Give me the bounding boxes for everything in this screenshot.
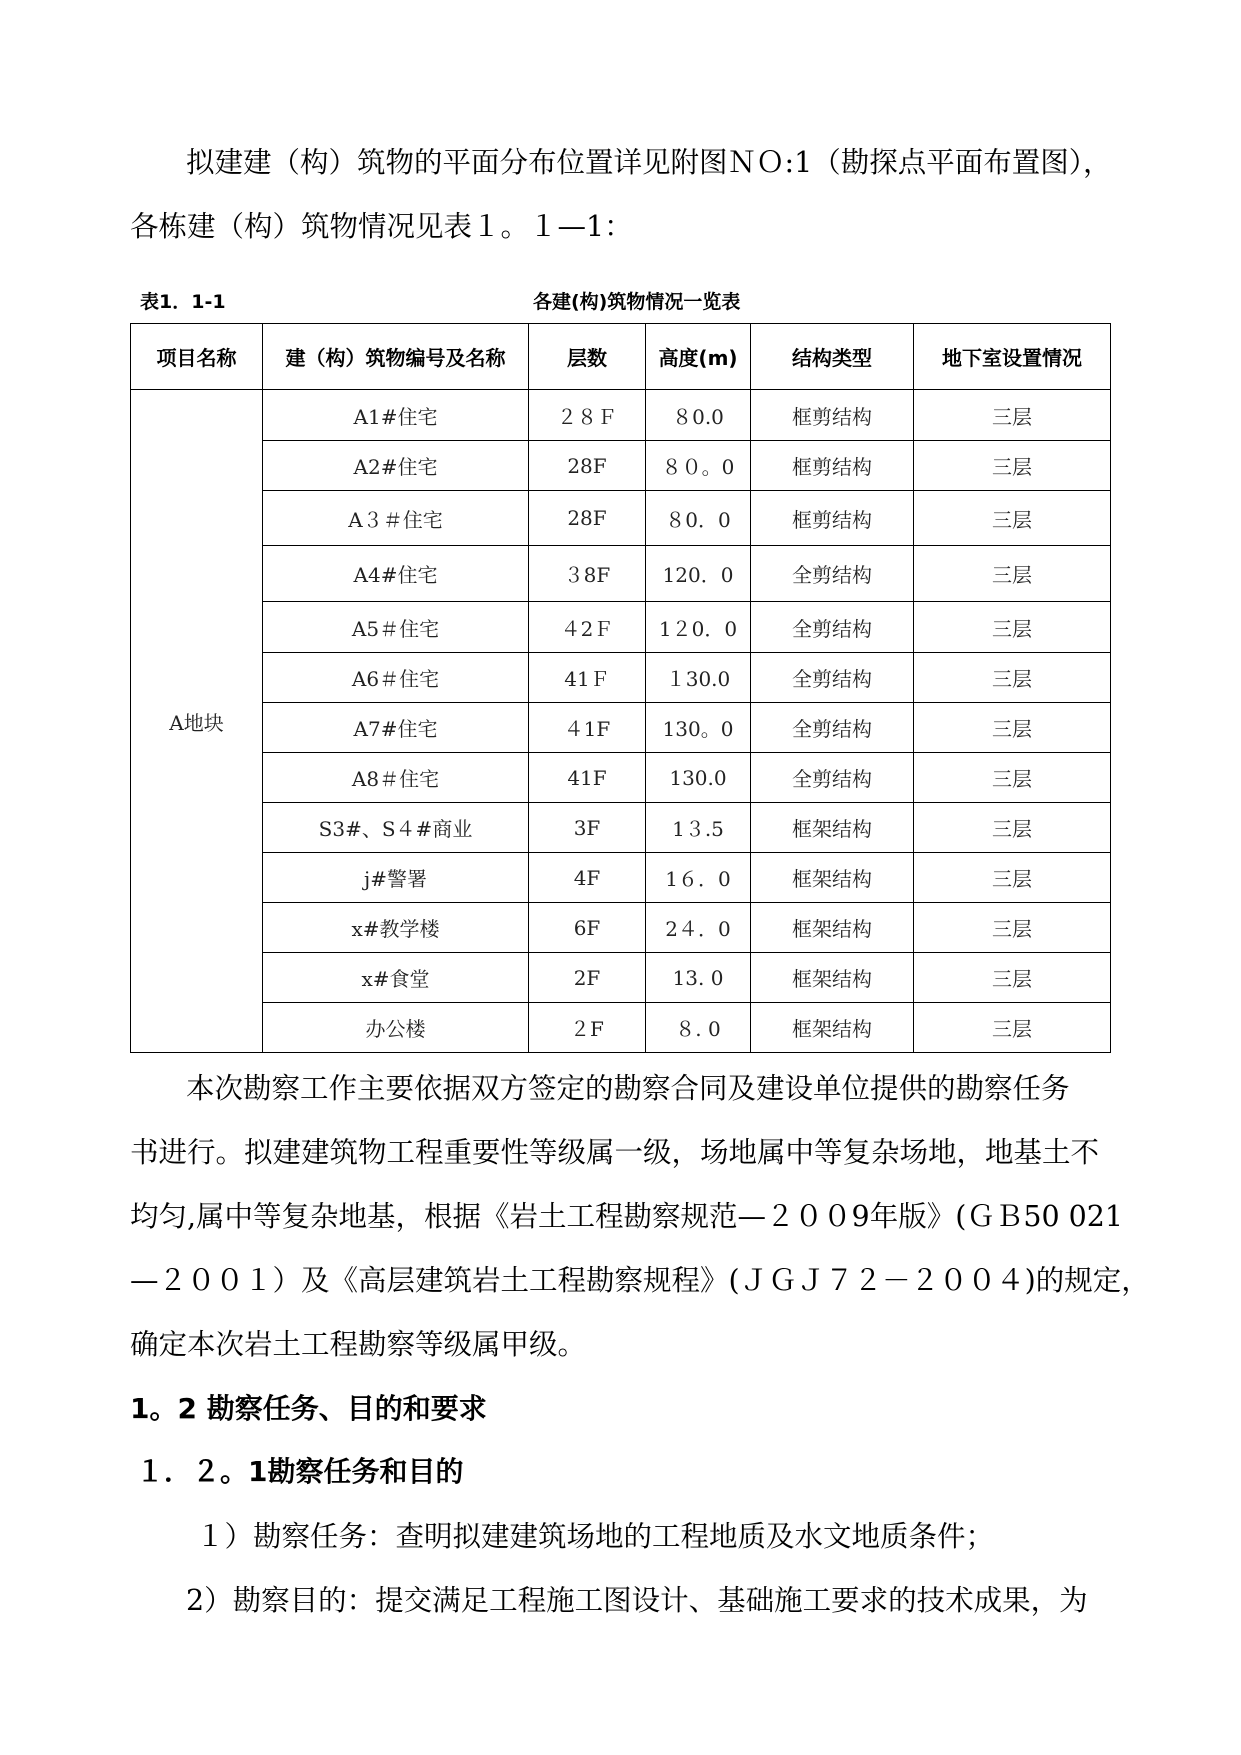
intro-line-2: 各栋建（构）筑物情况见表１。１—1： — [130, 210, 633, 243]
table-row — [131, 953, 1111, 1003]
floors-cell: 28F — [529, 491, 646, 546]
height-cell: 2４．0 — [646, 903, 751, 953]
basis-line-5: 确定本次岩土工程勘察等级属甲级。 — [130, 1328, 587, 1361]
building-name-cell: A8＃住宅 — [263, 753, 529, 803]
floors-cell: ３8F — [529, 546, 646, 602]
header-basement: 地下室设置情况 — [914, 324, 1111, 390]
building-name-cell: A6＃住宅 — [263, 653, 529, 703]
section-heading: 1。2 勘察任务、目的和要求 — [130, 1392, 487, 1425]
table-row — [131, 853, 1111, 903]
floors-cell: ４1F — [529, 703, 646, 753]
basis-line-2: 书进行。拟建建筑物工程重要性等级属一级，场地属中等复杂场地，地基土不 — [130, 1136, 1100, 1169]
basement-cell: 三层 — [914, 803, 1111, 853]
basement-cell: 三层 — [914, 441, 1111, 491]
building-name-cell: S3#、S４#商业 — [263, 803, 529, 853]
height-cell: 130.0 — [646, 753, 751, 803]
structure-cell: 框架结构 — [751, 1003, 914, 1053]
table-row — [131, 390, 1111, 441]
table-row — [131, 803, 1111, 853]
basement-cell: 三层 — [914, 390, 1111, 441]
floors-cell: 2F — [529, 953, 646, 1003]
task-item-2: 2）勘察目的：提交满足工程施工图设计、基础施工要求的技术成果，为 — [186, 1584, 1088, 1617]
intro-line-1: 拟建建（构）筑物的平面分布位置详见附图ＮＯ:1（勘探点平面布置图）， — [186, 146, 1112, 179]
basement-cell: 三层 — [914, 546, 1111, 602]
header-project-name: 项目名称 — [131, 324, 263, 390]
structure-cell: 全剪结构 — [751, 653, 914, 703]
building-name-cell: x#教学楼 — [263, 903, 529, 953]
table-row — [131, 441, 1111, 491]
structure-cell: 框剪结构 — [751, 441, 914, 491]
table-row — [131, 753, 1111, 803]
height-cell: ８０。0 — [646, 441, 751, 491]
floors-cell: 41F — [529, 753, 646, 803]
basis-line-4: —２００１）及《高层建筑岩土工程勘察规程》(ＪＧＪ７２－２００４)的规定， — [130, 1264, 1150, 1297]
floors-cell: 3F — [529, 803, 646, 853]
building-name-cell: 办公楼 — [263, 1003, 529, 1053]
building-name-cell: A2#住宅 — [263, 441, 529, 491]
table-title: 各建(构)筑物情况一览表 — [533, 291, 741, 313]
structure-cell: 框架结构 — [751, 953, 914, 1003]
height-cell: 13. 0 — [646, 953, 751, 1003]
basis-line-1: 本次勘察工作主要依据双方签定的勘察合同及建设单位提供的勘察任务 — [186, 1072, 1070, 1105]
basement-cell: 三层 — [914, 903, 1111, 953]
building-info-table — [130, 323, 1111, 1053]
building-name-cell: A1#住宅 — [263, 390, 529, 441]
height-cell: 1３.5 — [646, 803, 751, 853]
basement-cell: 三层 — [914, 853, 1111, 903]
basement-cell: 三层 — [914, 1003, 1111, 1053]
table-row — [131, 1003, 1111, 1053]
header-floors: 层数 — [529, 324, 646, 390]
height-cell: 1６．0 — [646, 853, 751, 903]
basement-cell: 三层 — [914, 602, 1111, 653]
structure-cell: 框剪结构 — [751, 390, 914, 441]
building-name-cell: A4#住宅 — [263, 546, 529, 602]
basement-cell: 三层 — [914, 491, 1111, 546]
structure-cell: 框剪结构 — [751, 491, 914, 546]
floors-cell: 28F — [529, 441, 646, 491]
table-header-row — [131, 324, 1111, 390]
building-name-cell: A３＃住宅 — [263, 491, 529, 546]
basement-cell: 三层 — [914, 953, 1111, 1003]
height-cell: 1２0．0 — [646, 602, 751, 653]
floors-cell: 41Ｆ — [529, 653, 646, 703]
height-cell: 120．0 — [646, 546, 751, 602]
basis-line-3: 均匀,属中等复杂地基，根据《岩土工程勘察规范—２００9年版》(ＧＢ50 021 — [130, 1200, 1124, 1233]
building-name-cell: j#警署 — [263, 853, 529, 903]
structure-cell: 框架结构 — [751, 853, 914, 903]
building-name-cell: A7#住宅 — [263, 703, 529, 753]
floors-cell: ２F — [529, 1003, 646, 1053]
table-row — [131, 703, 1111, 753]
table-row — [131, 546, 1111, 602]
structure-cell: 全剪结构 — [751, 546, 914, 602]
table-row — [131, 602, 1111, 653]
height-cell: ８0．0 — [646, 491, 751, 546]
basement-cell: 三层 — [914, 703, 1111, 753]
height-cell: ８. 0 — [646, 1003, 751, 1053]
structure-cell: 全剪结构 — [751, 703, 914, 753]
task-item-1: １）勘察任务：查明拟建建筑场地的工程地质及水文地质条件； — [196, 1520, 995, 1553]
basement-cell: 三层 — [914, 653, 1111, 703]
structure-cell: 框架结构 — [751, 903, 914, 953]
table-row — [131, 653, 1111, 703]
building-name-cell: x#食堂 — [263, 953, 529, 1003]
block-name-cell: A地块 — [131, 390, 263, 1053]
height-cell: ８0.0 — [646, 390, 751, 441]
section-subheading: １．２。1勘察任务和目的 — [136, 1455, 464, 1488]
table-row — [131, 491, 1111, 546]
floors-cell: ２８Ｆ — [529, 390, 646, 441]
table-number: 表1．1-1 — [140, 291, 226, 313]
table-row — [131, 903, 1111, 953]
header-structure: 结构类型 — [751, 324, 914, 390]
floors-cell: ４2Ｆ — [529, 602, 646, 653]
height-cell: 130。0 — [646, 703, 751, 753]
structure-cell: 框架结构 — [751, 803, 914, 853]
height-cell: １30.0 — [646, 653, 751, 703]
structure-cell: 全剪结构 — [751, 753, 914, 803]
header-height: 高度(m) — [646, 324, 751, 390]
floors-cell: 6F — [529, 903, 646, 953]
header-building-name: 建（构）筑物编号及名称 — [263, 324, 529, 390]
floors-cell: 4F — [529, 853, 646, 903]
structure-cell: 全剪结构 — [751, 602, 914, 653]
building-name-cell: A5＃住宅 — [263, 602, 529, 653]
basement-cell: 三层 — [914, 753, 1111, 803]
